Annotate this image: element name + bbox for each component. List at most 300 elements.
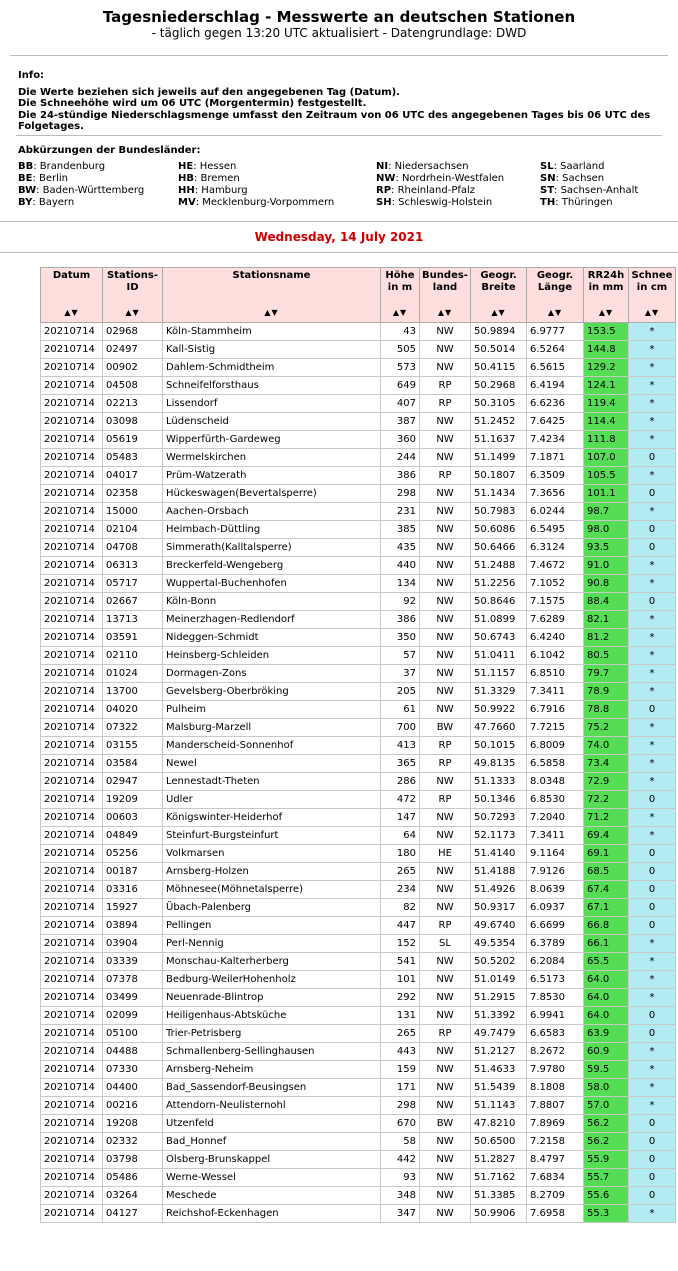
height-cell: 360	[381, 431, 420, 449]
snow-cell: 0	[629, 1025, 676, 1043]
abbreviation-code: BY	[18, 197, 33, 208]
table-row	[41, 1007, 676, 1025]
latitude-cell: 50.7293	[471, 809, 527, 827]
date-cell: 20210714	[41, 1061, 103, 1079]
table-row	[41, 593, 676, 611]
date-cell: 20210714	[41, 1097, 103, 1115]
snow-cell: 0	[629, 539, 676, 557]
snow-cell: *	[629, 611, 676, 629]
snow-cell: *	[629, 755, 676, 773]
date-cell: 20210714	[41, 611, 103, 629]
station-name-cell: Steinfurt-Burgsteinfurt	[163, 827, 381, 845]
state-cell: NW	[420, 773, 471, 791]
snow-cell: *	[629, 719, 676, 737]
table-row	[41, 881, 676, 899]
rr24h-cell: 88.4	[584, 593, 629, 611]
station-name-cell: Köln-Stammheim	[163, 323, 381, 341]
state-cell: NW	[420, 575, 471, 593]
abbreviation-name: : Hessen	[193, 161, 237, 172]
station-id-cell: 02099	[103, 1007, 163, 1025]
abbreviation-name: : Rheinland-Pfalz	[391, 185, 476, 196]
latitude-cell: 51.0411	[471, 647, 527, 665]
height-cell: 93	[381, 1169, 420, 1187]
station-name-cell: Heinsberg-Schleiden	[163, 647, 381, 665]
station-name-cell: Wermelskirchen	[163, 449, 381, 467]
date-cell: 20210714	[41, 539, 103, 557]
station-name-cell: Udler	[163, 791, 381, 809]
table-row	[41, 755, 676, 773]
latitude-cell: 52.1173	[471, 827, 527, 845]
rr24h-cell: 81.2	[584, 629, 629, 647]
abbreviation-item	[178, 197, 334, 209]
station-id-cell: 00603	[103, 809, 163, 827]
state-cell: NW	[420, 863, 471, 881]
snow-cell: 0	[629, 863, 676, 881]
state-cell: NW	[420, 611, 471, 629]
rr24h-cell: 72.2	[584, 791, 629, 809]
station-name-cell: Attendorn-Neulisternohl	[163, 1097, 381, 1115]
date-cell: 20210714	[41, 1205, 103, 1223]
snow-cell: *	[629, 359, 676, 377]
height-cell: 387	[381, 413, 420, 431]
state-cell: RP	[420, 377, 471, 395]
height-cell: 472	[381, 791, 420, 809]
station-id-cell: 04127	[103, 1205, 163, 1223]
station-id-cell: 02358	[103, 485, 163, 503]
longitude-cell: 6.0244	[527, 503, 584, 521]
table-row	[41, 431, 676, 449]
table-row	[41, 971, 676, 989]
height-cell: 440	[381, 557, 420, 575]
column-header-stationsname	[163, 268, 381, 323]
latitude-cell: 50.1346	[471, 791, 527, 809]
height-cell: 37	[381, 665, 420, 683]
abbreviation-item	[178, 161, 334, 173]
abbreviation-code: HE	[178, 161, 194, 172]
table-row	[41, 935, 676, 953]
station-id-cell: 04400	[103, 1079, 163, 1097]
abbreviation-name: : Sachsen-Anhalt	[554, 185, 639, 196]
state-cell: NW	[420, 1079, 471, 1097]
rr24h-cell: 67.1	[584, 899, 629, 917]
table-row	[41, 341, 676, 359]
snow-cell: 0	[629, 1151, 676, 1169]
station-name-cell: Manderscheid-Sonnenhof	[163, 737, 381, 755]
table-row	[41, 1151, 676, 1169]
longitude-cell: 7.1871	[527, 449, 584, 467]
date-cell: 20210714	[41, 791, 103, 809]
height-cell: 541	[381, 953, 420, 971]
height-cell: 365	[381, 755, 420, 773]
station-name-cell: Bad_Sassendorf-Beusingsen	[163, 1079, 381, 1097]
snow-cell: 0	[629, 881, 676, 899]
height-cell: 442	[381, 1151, 420, 1169]
table-body	[41, 323, 676, 1223]
state-cell: NW	[420, 629, 471, 647]
state-cell: NW	[420, 1151, 471, 1169]
station-name-cell: Lissendorf	[163, 395, 381, 413]
longitude-cell: 8.0348	[527, 773, 584, 791]
latitude-cell: 47.7660	[471, 719, 527, 737]
info-line: Die 24-stündige Niederschlagsmenge umfasst den Zeitraum von 06 UTC des angegebenen Tages bis 06 UTC des Folgetages.	[18, 109, 651, 132]
station-id-cell: 02947	[103, 773, 163, 791]
snow-cell: *	[629, 467, 676, 485]
station-id-cell: 02110	[103, 647, 163, 665]
table-row	[41, 611, 676, 629]
table-row	[41, 323, 676, 341]
height-cell: 244	[381, 449, 420, 467]
table-row	[41, 737, 676, 755]
precipitation-table	[40, 267, 676, 1223]
height-cell: 134	[381, 575, 420, 593]
latitude-cell: 49.8135	[471, 755, 527, 773]
sort-arrows-icon[interactable]: ▲▼	[491, 307, 506, 317]
longitude-cell: 6.4240	[527, 629, 584, 647]
table-row	[41, 1025, 676, 1043]
height-cell: 700	[381, 719, 420, 737]
station-name-cell: Heimbach-Düttling	[163, 521, 381, 539]
height-cell: 159	[381, 1061, 420, 1079]
station-id-cell: 05256	[103, 845, 163, 863]
longitude-cell: 7.2158	[527, 1133, 584, 1151]
longitude-cell: 6.5495	[527, 521, 584, 539]
date-cell: 20210714	[41, 1187, 103, 1205]
state-cell: NW	[420, 881, 471, 899]
station-id-cell: 07322	[103, 719, 163, 737]
rr24h-cell: 124.1	[584, 377, 629, 395]
date-cell: 20210714	[41, 1115, 103, 1133]
station-name-cell: Utzenfeld	[163, 1115, 381, 1133]
column-header-rr24h	[584, 268, 629, 323]
state-cell: BW	[420, 1115, 471, 1133]
snow-cell: *	[629, 1097, 676, 1115]
abbreviation-item	[376, 161, 504, 173]
longitude-cell: 8.0639	[527, 881, 584, 899]
snow-cell: 0	[629, 449, 676, 467]
snow-cell: *	[629, 665, 676, 683]
rr24h-cell: 64.0	[584, 989, 629, 1007]
station-id-cell: 02104	[103, 521, 163, 539]
date-cell: 20210714	[41, 467, 103, 485]
station-name-cell: Perl-Nennig	[163, 935, 381, 953]
info-label: Info:	[18, 70, 45, 81]
height-cell: 447	[381, 917, 420, 935]
latitude-cell: 50.8646	[471, 593, 527, 611]
date-cell: 20210714	[41, 773, 103, 791]
abbreviation-code: HH	[178, 185, 195, 196]
rr24h-cell: 144.8	[584, 341, 629, 359]
state-cell: NW	[420, 557, 471, 575]
latitude-cell: 50.1015	[471, 737, 527, 755]
state-cell: RP	[420, 395, 471, 413]
station-name-cell: Schneifelforsthaus	[163, 377, 381, 395]
abbreviation-name: : Berlin	[32, 173, 69, 184]
latitude-cell: 51.3392	[471, 1007, 527, 1025]
rr24h-cell: 75.2	[584, 719, 629, 737]
rr24h-cell: 80.5	[584, 647, 629, 665]
longitude-cell: 7.9780	[527, 1061, 584, 1079]
longitude-cell: 6.5858	[527, 755, 584, 773]
station-id-cell: 05619	[103, 431, 163, 449]
table-row	[41, 719, 676, 737]
sort-arrows-icon[interactable]: ▲▼	[392, 307, 408, 317]
longitude-cell: 7.1052	[527, 575, 584, 593]
table-row	[41, 1061, 676, 1079]
longitude-cell: 7.6958	[527, 1205, 584, 1223]
station-id-cell: 02497	[103, 341, 163, 359]
rr24h-cell: 82.1	[584, 611, 629, 629]
state-cell: NW	[420, 503, 471, 521]
longitude-cell: 7.7215	[527, 719, 584, 737]
height-cell: 64	[381, 827, 420, 845]
abbreviation-column	[18, 161, 144, 209]
rr24h-cell: 74.0	[584, 737, 629, 755]
snow-cell: 0	[629, 1169, 676, 1187]
table-row	[41, 863, 676, 881]
abbreviation-name: : Niedersachsen	[388, 161, 469, 172]
rr24h-cell: 69.1	[584, 845, 629, 863]
abbreviation-code: TH	[540, 197, 556, 208]
height-cell: 505	[381, 341, 420, 359]
latitude-cell: 51.5439	[471, 1079, 527, 1097]
table-row	[41, 1169, 676, 1187]
latitude-cell: 51.1157	[471, 665, 527, 683]
date-cell: 20210714	[41, 395, 103, 413]
sort-arrows-icon[interactable]: ▲▼	[437, 307, 453, 317]
table-row	[41, 377, 676, 395]
date-cell: 20210714	[41, 629, 103, 647]
station-name-cell: Dahlem-Schmidtheim	[163, 359, 381, 377]
height-cell: 385	[381, 521, 420, 539]
date-cell: 20210714	[41, 845, 103, 863]
longitude-cell: 6.3124	[527, 539, 584, 557]
date-cell: 20210714	[41, 521, 103, 539]
abbreviation-code: SH	[376, 197, 392, 208]
station-name-cell: Übach-Palenberg	[163, 899, 381, 917]
longitude-cell: 7.1575	[527, 593, 584, 611]
divider	[16, 135, 662, 136]
latitude-cell: 51.4926	[471, 881, 527, 899]
snow-cell: 0	[629, 701, 676, 719]
height-cell: 298	[381, 485, 420, 503]
date-cell: 20210714	[41, 1169, 103, 1187]
height-cell: 286	[381, 773, 420, 791]
latitude-cell: 50.9894	[471, 323, 527, 341]
latitude-cell: 50.9922	[471, 701, 527, 719]
snow-cell: *	[629, 971, 676, 989]
table-row	[41, 845, 676, 863]
state-cell: RP	[420, 755, 471, 773]
table-row	[41, 557, 676, 575]
latitude-cell: 51.1499	[471, 449, 527, 467]
state-cell: NW	[420, 1187, 471, 1205]
state-cell: NW	[420, 1007, 471, 1025]
longitude-cell: 6.5264	[527, 341, 584, 359]
snow-cell: *	[629, 989, 676, 1007]
height-cell: 231	[381, 503, 420, 521]
snow-cell: *	[629, 413, 676, 431]
column-header-label: Stations-ID	[106, 270, 159, 293]
latitude-cell: 50.1807	[471, 467, 527, 485]
station-name-cell: Meinerzhagen-Redlendorf	[163, 611, 381, 629]
longitude-cell: 9.1164	[527, 845, 584, 863]
latitude-cell: 51.2488	[471, 557, 527, 575]
date-cell: 20210714	[41, 917, 103, 935]
snow-cell: *	[629, 629, 676, 647]
height-cell: 407	[381, 395, 420, 413]
height-cell: 43	[381, 323, 420, 341]
rr24h-cell: 57.0	[584, 1097, 629, 1115]
state-cell: NW	[420, 1169, 471, 1187]
latitude-cell: 50.2968	[471, 377, 527, 395]
longitude-cell: 6.5615	[527, 359, 584, 377]
longitude-cell: 6.3789	[527, 935, 584, 953]
column-header-bundesland	[420, 268, 471, 323]
state-cell: NW	[420, 683, 471, 701]
station-id-cell: 04020	[103, 701, 163, 719]
date-cell: 20210714	[41, 683, 103, 701]
station-id-cell: 07378	[103, 971, 163, 989]
info-section	[18, 70, 678, 133]
station-name-cell: Breckerfeld-Wengeberg	[163, 557, 381, 575]
table-row	[41, 989, 676, 1007]
rr24h-cell: 66.8	[584, 917, 629, 935]
latitude-cell: 51.1143	[471, 1097, 527, 1115]
date-cell: 20210714	[41, 953, 103, 971]
station-name-cell: Wipperfürth-Gardeweg	[163, 431, 381, 449]
latitude-cell: 51.2915	[471, 989, 527, 1007]
state-cell: NW	[420, 539, 471, 557]
column-header-laenge	[527, 268, 584, 323]
latitude-cell: 51.4140	[471, 845, 527, 863]
table-row	[41, 1115, 676, 1133]
date-cell: 20210714	[41, 809, 103, 827]
state-cell: NW	[420, 341, 471, 359]
rr24h-cell: 73.4	[584, 755, 629, 773]
height-cell: 265	[381, 863, 420, 881]
station-id-cell: 03098	[103, 413, 163, 431]
table-header-row	[41, 268, 676, 323]
station-id-cell: 03798	[103, 1151, 163, 1169]
longitude-cell: 6.6236	[527, 395, 584, 413]
table-row	[41, 359, 676, 377]
height-cell: 292	[381, 989, 420, 1007]
latitude-cell: 49.5354	[471, 935, 527, 953]
sort-arrows-icon[interactable]: ▲▼	[547, 307, 563, 317]
station-name-cell: Nideggen-Schmidt	[163, 629, 381, 647]
abbreviation-name: : Brandenburg	[33, 161, 106, 172]
abbreviation-item	[540, 173, 638, 185]
station-name-cell: Pellingen	[163, 917, 381, 935]
table-row	[41, 791, 676, 809]
snow-cell: 0	[629, 791, 676, 809]
sort-arrows-icon[interactable]: ▲▼	[125, 307, 140, 317]
date-cell: 20210714	[41, 557, 103, 575]
height-cell: 61	[381, 701, 420, 719]
state-cell: RP	[420, 917, 471, 935]
sort-arrows-icon[interactable]: ▲▼	[598, 307, 614, 317]
longitude-cell: 7.3656	[527, 485, 584, 503]
height-cell: 265	[381, 1025, 420, 1043]
station-name-cell: Arnsberg-Holzen	[163, 863, 381, 881]
state-cell: NW	[420, 1061, 471, 1079]
height-cell: 347	[381, 1205, 420, 1223]
latitude-cell: 49.6740	[471, 917, 527, 935]
state-cell: NW	[420, 899, 471, 917]
latitude-cell: 51.4633	[471, 1061, 527, 1079]
state-cell: NW	[420, 971, 471, 989]
rr24h-cell: 111.8	[584, 431, 629, 449]
column-header-label: Bundes-land	[422, 270, 468, 293]
snow-cell: *	[629, 341, 676, 359]
height-cell: 92	[381, 593, 420, 611]
table-row	[41, 539, 676, 557]
table-row	[41, 899, 676, 917]
snow-cell: *	[629, 575, 676, 593]
state-cell: NW	[420, 521, 471, 539]
state-cell: NW	[420, 431, 471, 449]
snow-cell: *	[629, 503, 676, 521]
rr24h-cell: 114.4	[584, 413, 629, 431]
abbreviation-column	[376, 161, 504, 209]
station-id-cell: 13713	[103, 611, 163, 629]
station-name-cell: Arnsberg-Neheim	[163, 1061, 381, 1079]
abbreviation-item	[376, 185, 504, 197]
sort-arrows-icon[interactable]: ▲▼	[644, 307, 660, 317]
rr24h-cell: 72.9	[584, 773, 629, 791]
longitude-cell: 7.9126	[527, 863, 584, 881]
abbreviation-item	[18, 185, 144, 197]
rr24h-cell: 78.8	[584, 701, 629, 719]
station-id-cell: 02968	[103, 323, 163, 341]
rr24h-cell: 71.2	[584, 809, 629, 827]
station-id-cell: 03591	[103, 629, 163, 647]
sort-arrows-icon[interactable]: ▲▼	[64, 307, 79, 317]
snow-cell: *	[629, 773, 676, 791]
abbreviation-code: HB	[178, 173, 194, 184]
sort-arrows-icon[interactable]: ▲▼	[264, 307, 279, 317]
longitude-cell: 6.8530	[527, 791, 584, 809]
station-id-cell: 05717	[103, 575, 163, 593]
station-name-cell: Newel	[163, 755, 381, 773]
station-name-cell: Volkmarsen	[163, 845, 381, 863]
station-id-cell: 07330	[103, 1061, 163, 1079]
column-header-hoehe	[381, 268, 420, 323]
date-cell: 20210714	[41, 377, 103, 395]
height-cell: 413	[381, 737, 420, 755]
station-id-cell: 05486	[103, 1169, 163, 1187]
station-id-cell: 03264	[103, 1187, 163, 1205]
date-cell: 20210714	[41, 1151, 103, 1169]
snow-cell: *	[629, 737, 676, 755]
height-cell: 350	[381, 629, 420, 647]
latitude-cell: 51.2256	[471, 575, 527, 593]
latitude-cell: 50.9906	[471, 1205, 527, 1223]
station-name-cell: Bedburg-WeilerHohenholz	[163, 971, 381, 989]
station-name-cell: Malsburg-Marzell	[163, 719, 381, 737]
snow-cell: 0	[629, 485, 676, 503]
date-cell: 20210714	[41, 647, 103, 665]
longitude-cell: 7.6425	[527, 413, 584, 431]
height-cell: 171	[381, 1079, 420, 1097]
column-header-breite	[471, 268, 527, 323]
station-id-cell: 03904	[103, 935, 163, 953]
column-header-label: Stationsname	[232, 270, 311, 281]
height-cell: 348	[381, 1187, 420, 1205]
height-cell: 152	[381, 935, 420, 953]
snow-cell: *	[629, 1043, 676, 1061]
table-row	[41, 1133, 676, 1151]
